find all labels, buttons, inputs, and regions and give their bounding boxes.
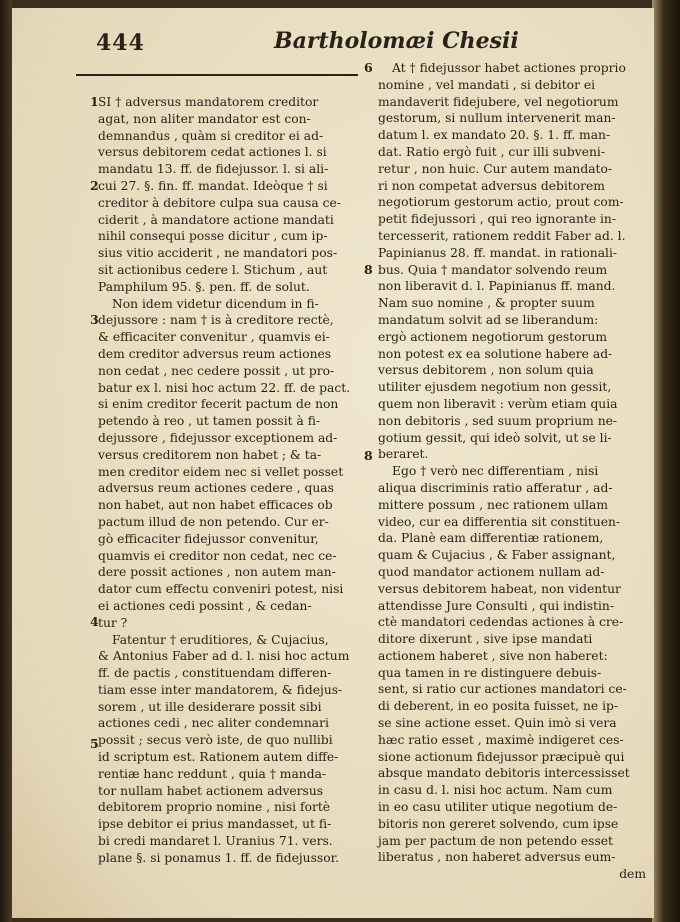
text-line: attendisse Jure Consulti , qui indistin- [378, 598, 614, 613]
text-line: jam per pactum de non petendo esset [378, 833, 613, 848]
text-line: quem non liberavit : verùm etiam quia [378, 396, 618, 411]
text-line: sorem , ut ille desiderare possit sibi [98, 699, 322, 714]
text-line: liberatus , non haberet adversus eum- [378, 850, 616, 865]
text-line: versus debitorem habeat, non videntur [378, 581, 621, 596]
margin-number: 4 [90, 614, 99, 629]
text-line: quamvis ei creditor non cedat, nec ce- [98, 548, 337, 563]
text-line: Pamphilum 95. §. pen. ff. de solut. [98, 279, 310, 294]
text-line: non liberavit d. l. Papinianus ff. mand. [378, 279, 616, 294]
text-line: mandatu 13. ff. de fidejussor. l. si ali- [98, 162, 329, 177]
text-line: men creditor eidem nec si vellet posset [98, 464, 344, 479]
margin-number: 8 [364, 262, 373, 277]
text-line: ipse debitor ei prius mandasset, ut fi- [98, 817, 332, 832]
text-line: sione actionum fidejussor præcipuè qui [378, 749, 625, 764]
text-line: absque mandato debitoris intercessisset [378, 766, 630, 781]
text-line: plane §. si ponamus 1. ff. de fidejussor. [98, 850, 340, 865]
text-line: ei actiones cedi possint , & cedan- [98, 598, 312, 613]
text-line: bitoris non gereret solvendo, cum ipse [378, 816, 619, 831]
text-line: SI † adversus mandatorem creditor [98, 95, 319, 109]
text-line: Papinianus 28. ff. mandat. in rationali- [378, 245, 618, 260]
text-line: possit ; secus verò iste, de quo nullibi [98, 733, 333, 748]
text-line: sit actionibus cedere l. Stichum , aut [98, 262, 328, 277]
text-line: ctè mandatori cedendas actiones à cre- [378, 615, 624, 630]
text-line: di deberent, in eo posita fuisset, ne ip- [378, 699, 619, 714]
margin-number: 3 [90, 312, 99, 327]
text-line: nihil consequi posse dicitur , cum ip- [98, 229, 328, 244]
text-line: dem creditor adversus reum actiones [98, 346, 332, 361]
page-number: 444 [96, 30, 145, 56]
text-line: da. Planè eam differentiæ rationem, [378, 531, 604, 546]
text-line: negotiorum gestorum actio, prout com- [378, 195, 624, 210]
text-line: bi credi mandaret l. Uranius 71. vers. [98, 834, 333, 849]
text-line: tor nullam habet actionem adversus [98, 783, 324, 798]
text-line: mandatum solvit ad se liberandum: [378, 312, 599, 327]
text-line: dejussore : nam † is à creditore rectè, [98, 313, 334, 328]
text-line: si enim creditor fecerit pactum de non [98, 397, 339, 412]
text-line: ciderit , à mandatore actione mandati [98, 212, 334, 227]
text-line: dere possit actiones , non autem man- [98, 565, 336, 580]
text-line: mittere possum , nec rationem ullam [378, 497, 609, 512]
text-line: in casu d. l. nisi hoc actum. Nam cum [378, 783, 613, 798]
text-line: mandaverit fidejubere, vel negotiorum [378, 94, 619, 109]
text-line: dat. Ratio ergò fuit , cur illi subveni- [378, 144, 606, 159]
text-line: actionem haberet , sive non haberet: [378, 648, 608, 663]
text-line: petit fidejussori , qui reo ignorante in- [378, 212, 617, 227]
text-line: Fatentur † eruditiores, & Cujacius, [112, 632, 329, 647]
text-line: gotium gessit, qui ideò solvit, ut se li- [378, 430, 612, 445]
text-line: utiliter ejusdem negotium non gessit, [378, 380, 612, 395]
catchword: dem [619, 867, 646, 881]
margin-number: 6 [364, 60, 373, 75]
text-line: nomine , vel mandati , si debitor ei [378, 77, 596, 92]
text-line: petendo à reo , ut tamen possit à fi- [98, 414, 321, 429]
margin-number: 2 [90, 178, 99, 193]
text-line: non cedat , nec cedere possit , ut pro- [98, 363, 335, 378]
text-line: sent, si ratio cur actiones mandatori ce- [378, 682, 627, 697]
text-line: batur ex l. nisi hoc actum 22. ff. de pact. [98, 380, 351, 395]
text-line: ff. de pactis , constituendam differen- [98, 666, 332, 681]
text-line: & efficaciter convenitur , quamvis ei- [98, 330, 330, 345]
text-line: beraret. [378, 447, 429, 462]
text-line: versus debitorem cedat actiones l. si [98, 145, 327, 160]
text-line: creditor à debitore culpa sua causa ce- [98, 195, 341, 210]
text-line: qua tamen in re distinguere debuis- [378, 665, 602, 680]
text-line: quam & Cujacius , & Faber assignant, [378, 548, 616, 563]
running-title: Bartholomæi Chesii [274, 28, 519, 54]
text-line: tiam esse inter mandatorem, & fidejus- [98, 682, 343, 697]
text-line: & Antonius Faber ad d. l. nisi hoc actum [98, 649, 350, 664]
text-line: tur ? [98, 615, 128, 630]
margin-number: 8 [364, 448, 373, 463]
text-line: non debitoris , sed suum proprium ne- [378, 413, 618, 428]
text-line: Ego † verò nec differentiam , nisi [392, 464, 599, 479]
text-line: Non idem videtur dicendum in fi- [112, 296, 319, 311]
text-line: pactum illud de non petendo. Cur er- [98, 514, 329, 529]
text-line: aliqua discriminis ratio afferatur , ad- [378, 480, 613, 495]
text-line: datum l. ex mandato 20. §. 1. ff. man- [378, 128, 611, 143]
text-line: dator cum effectu conveniri potest, nisi [98, 582, 344, 597]
text-line: rentiæ hanc reddunt , quia † manda- [98, 766, 327, 781]
margin-number: 1 [90, 94, 99, 109]
text-line: gò efficaciter fidejussor convenitur, [98, 531, 319, 546]
text-line: gestorum, si nullum intervenerit man- [378, 111, 616, 126]
text-line: video, cur ea differentia sit constituen- [378, 514, 621, 529]
text-line: dejussore , fidejussor exceptionem ad- [98, 430, 338, 445]
text-line: bus. Quia † mandator solvendo reum [378, 262, 608, 277]
text-line: ditore dixerunt , sive ipse mandati [378, 632, 593, 647]
text-line: sius vitio acciderit , ne mandatori pos- [98, 246, 338, 261]
text-line: id scriptum est. Rationem autem diffe- [98, 750, 339, 765]
text-line: cui 27. §. fin. ff. mandat. Ideòque † si [98, 178, 328, 193]
text-line: versus debitorem , non solum quia [378, 363, 594, 378]
text-line: quod mandator actionem nullam ad- [378, 564, 605, 579]
right-text-column [378, 60, 646, 866]
page-edge [652, 0, 680, 922]
text-line: Nam suo nomine , & propter suum [378, 296, 595, 311]
text-line: demnandus , quàm si creditor ei ad- [98, 128, 324, 143]
text-line: in eo casu utiliter utique negotium de- [378, 800, 618, 815]
left-text-column [98, 94, 358, 867]
text-line: debitorem proprio nomine , nisi fortè [98, 800, 331, 815]
text-line: ri non competat adversus debitorem [378, 178, 605, 193]
text-line: adversus reum actiones cedere , quas [98, 481, 334, 496]
text-line: versus creditorem non habet ; & ta- [98, 447, 322, 462]
margin-number: 5 [90, 736, 99, 751]
text-line: actiones cedi , nec aliter condemnari [98, 716, 329, 731]
text-line: agat, non aliter mandator est con- [98, 111, 311, 126]
text-line: ergò actionem negotiorum gestorum [378, 329, 607, 344]
text-line: retur , non huic. Cur autem mandato- [378, 161, 613, 176]
text-line: se sine actione esset. Quin imò si vera [378, 716, 617, 731]
text-line: tercesserit, rationem reddit Faber ad. l. [378, 228, 626, 243]
book-spine [0, 0, 12, 922]
text-line: non potest ex ea solutione habere ad- [378, 346, 613, 361]
text-line: hæc ratio esset , maximè indigeret ces- [378, 732, 624, 747]
header-rule [76, 74, 358, 76]
text-line: non habet, aut non habet efficaces ob [98, 498, 333, 513]
book-page [12, 8, 654, 918]
text-line: At † fidejussor habet actiones proprio [392, 61, 626, 75]
